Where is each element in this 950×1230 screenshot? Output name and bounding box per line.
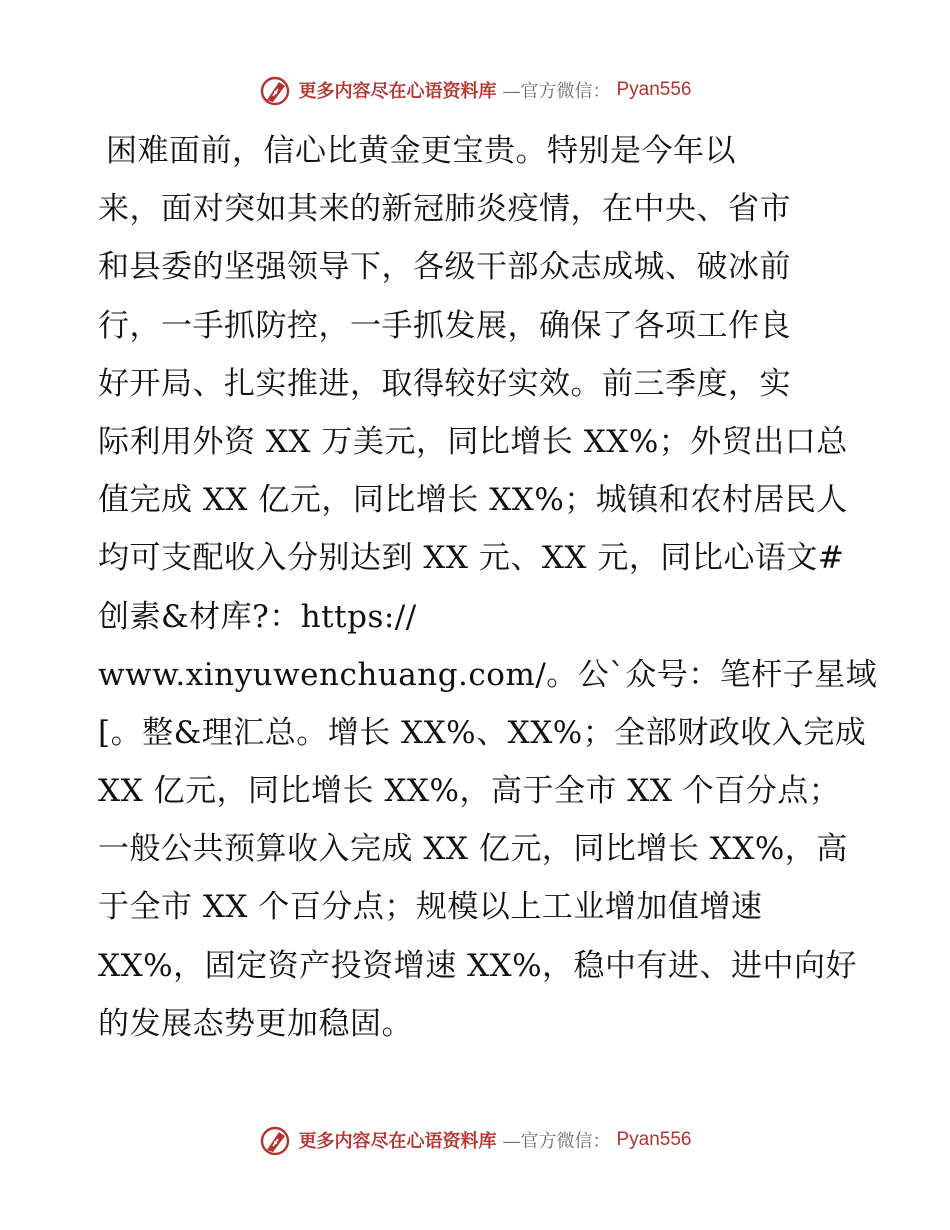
banner-brand-text: 更多内容尽在心语资料库 — [298, 1131, 497, 1152]
banner-official-text: —官方微信： — [502, 81, 611, 102]
body-line: 和县委的坚强领导下，各级干部众志成城、破冰前 — [98, 249, 791, 286]
body-line: 创素&材库?：https:// — [98, 598, 417, 635]
body-line: 的发展态势更加稳固。 — [98, 1005, 413, 1042]
banner-wechat-id: Pyan556 — [616, 1129, 692, 1150]
body-line: XX 亿元，同比增长 XX%，高于全市 XX 个百分点； — [98, 773, 841, 810]
body-line: 好开局、扎实推进，取得较好实效。前三季度，实 — [98, 365, 791, 402]
body-line: www.xinyuwenchuang.com/。公`众号：笔杆子星域 — [98, 656, 878, 693]
banner-brand-text: 更多内容尽在心语资料库 — [298, 81, 497, 102]
banner-wechat-id: Pyan556 — [616, 79, 692, 100]
footer-banner — [0, 1120, 950, 1160]
body-line: 来，面对突如其来的新冠肺炎疫情，在中央、省市 — [98, 191, 791, 228]
body-line: 均可支配收入分别达到 XX 元、XX 元，同比心语文# — [98, 540, 845, 577]
header-banner — [0, 70, 950, 110]
body-line: 值完成 XX 亿元，同比增长 XX%；城镇和农村居民人 — [98, 482, 848, 519]
body-line: 际利用外资 XX 万美元，同比增长 XX%；外贸出口总 — [98, 423, 848, 460]
body-line: 困难面前，信心比黄金更宝贵。特别是今年以 — [106, 133, 736, 169]
body-line: [。整&理汇总。增长 XX%、XX%；全部财政收入完成 — [98, 714, 867, 751]
banner-official-text: —官方微信： — [502, 1131, 611, 1152]
document-body — [98, 122, 878, 1053]
pen-nib-logo-icon — [258, 73, 292, 107]
body-line: XX%，固定资产投资增速 XX%，稳中有进、进中向好 — [98, 947, 858, 984]
body-line: 行，一手抓防控，一手抓发展，确保了各项工作良 — [98, 307, 791, 344]
pen-nib-logo-icon — [258, 1123, 292, 1157]
body-line: 于全市 XX 个百分点；规模以上工业增加值增速 — [98, 889, 763, 926]
body-line: 一般公共预算收入完成 XX 亿元，同比增长 XX%，高 — [98, 831, 848, 868]
